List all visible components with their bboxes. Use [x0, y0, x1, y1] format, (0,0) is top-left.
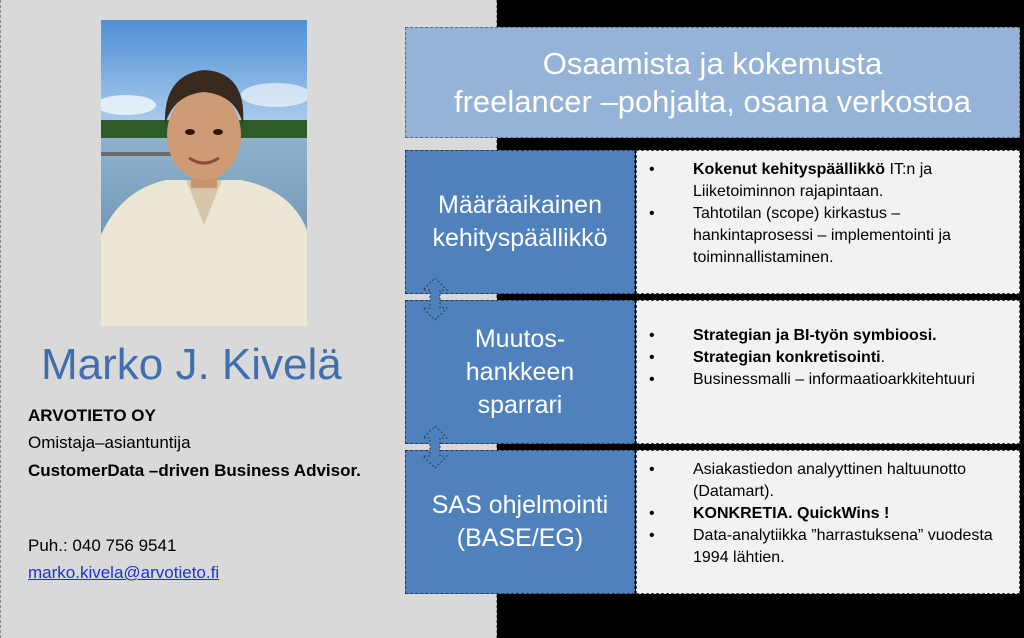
company-name: ARVOTIETO OY [28, 406, 156, 425]
profile-photo [101, 20, 307, 326]
bullet-text: IT:n ja Liiketoiminnon rajapintaan. [693, 161, 933, 200]
double-arrow-icon [420, 424, 450, 470]
bullet-bold-text: KONKRETIA. QuickWins ! [693, 505, 890, 522]
person-name: Marko J. Kivelä [41, 340, 342, 389]
row-bullets-2 [636, 300, 1020, 444]
bullet-bold-text: Strategian ja BI-työn symbioosi. [693, 327, 937, 344]
row-bullets-1 [636, 150, 1020, 294]
row-2-title-line: sparrari [477, 390, 563, 419]
row-3-title-line: (BASE/EG) [456, 524, 584, 552]
row-1-title-line: Määräaikainen [438, 191, 602, 219]
bullet-item [637, 159, 1011, 203]
header-line-1: Osaamista ja kokemusta [542, 45, 883, 81]
row-title-box-3 [405, 450, 635, 594]
bullet-item [637, 325, 1011, 347]
email-link[interactable]: marko.kivela@arvotieto.fi [28, 563, 220, 582]
row-bullets-3 [636, 450, 1020, 594]
bullet-text: . [880, 349, 886, 366]
header-box [405, 27, 1020, 138]
header-line-2: freelancer –pohjalta, osana verkostoa [454, 83, 971, 119]
bullet-bold-text: Strategian konkretisointi [693, 349, 881, 366]
row-1-title-line: kehityspäällikkö [432, 224, 608, 252]
bullet-bold-text: Kokenut kehityspäällikkö [693, 161, 886, 178]
row-3-title-line: SAS ohjelmointi [431, 491, 609, 519]
bullet-item [637, 525, 1011, 569]
row-2-title-line: Muutos- [474, 324, 566, 353]
bullet-item [637, 203, 1011, 269]
bullet-text: Asiakastiedon analyyttinen haltuunotto (Datamart). [693, 461, 967, 500]
bullet-text: Tahtotilan (scope) kirkastus – hankintaprosessi – implementointi ja toiminnallistaminen. [693, 205, 951, 266]
row-title-box-1 [405, 150, 635, 294]
bullet-text: Data-analytiikka ”harrastuksena” vuodesta 1994 lähtien. [693, 527, 993, 566]
person-tagline: CustomerData –driven Business Advisor. [28, 461, 361, 480]
bullet-item [637, 459, 1011, 503]
bullet-text: Businessmalli – informaatioarkkitehtuuri [693, 371, 975, 388]
bullet-item [637, 347, 1011, 369]
double-arrow-icon [420, 276, 450, 322]
phone-number: Puh.: 040 756 9541 [28, 536, 177, 555]
bullet-item [637, 369, 1011, 391]
row-2-title-line: hankkeen [465, 357, 575, 386]
bullet-item [637, 503, 1011, 525]
person-role: Omistaja–asiantuntija [28, 433, 191, 452]
